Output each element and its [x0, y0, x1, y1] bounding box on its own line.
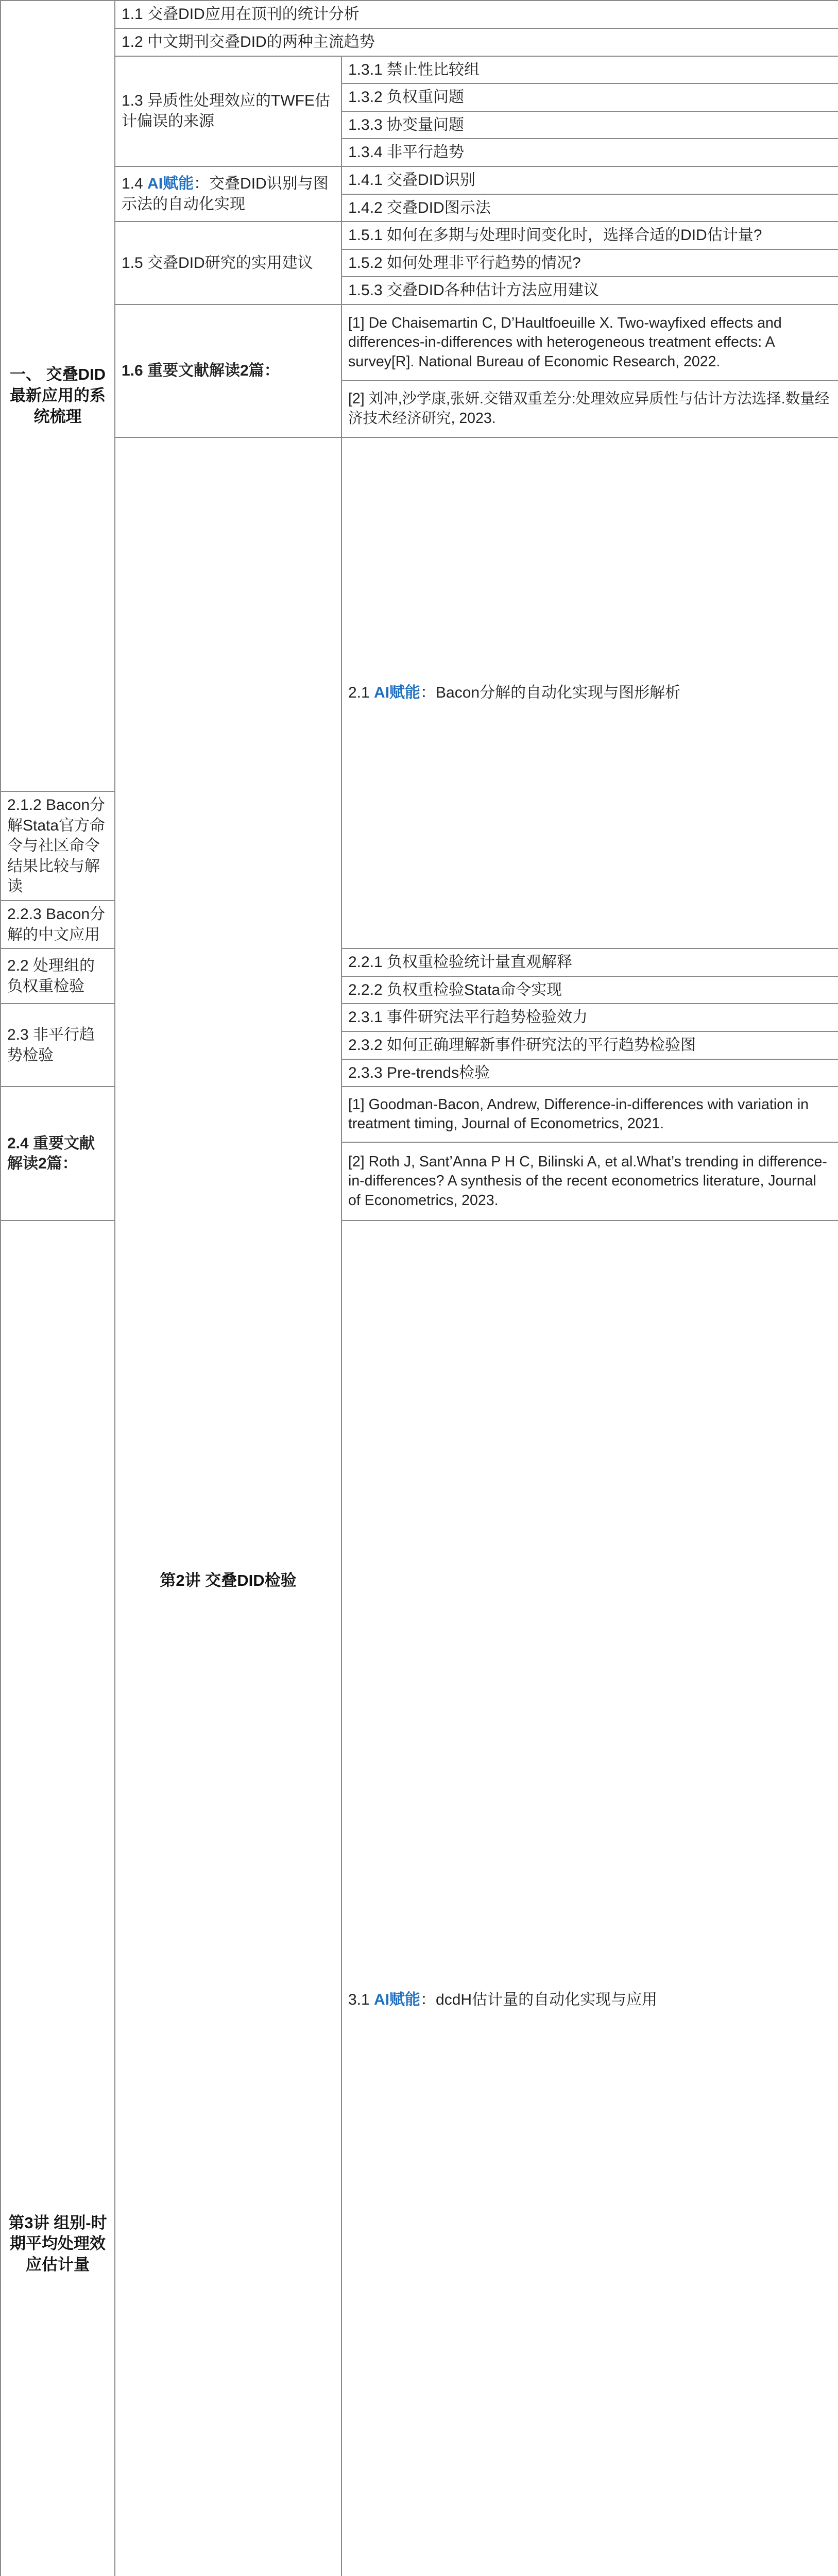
module-1-title: 一、 交叠DID最新应用的系统梳理: [1, 1, 115, 791]
section-1-3: 1.3 异质性处理效应的TWFE估计偏误的来源: [115, 56, 341, 166]
subsection-1-3-2: 1.3.2 负权重问题: [341, 83, 838, 111]
subsection-1-3-4: 1.3.4 非平行趋势: [341, 139, 838, 166]
section-3-1: [341, 1221, 838, 2576]
subsection-1-3-3: 1.3.3 协变量问题: [341, 111, 838, 139]
reference-1-6-1: [1] De Chaisemartin C, D’Haultfoeuille X. Two-wayfixed effects and differences-in-differences with heterogeneous treatment effects: A survey[R]. National Bureau of Economic Research, 2022.: [341, 304, 838, 381]
section-2-4-key-papers: 2.4 重要文献解读2篇：: [1, 1087, 115, 1221]
section-2-2: 2.2 处理组的负权重检验: [1, 948, 115, 1004]
section-2-1: [341, 437, 838, 948]
section-number: 1.4: [122, 175, 148, 192]
subsection-1-4-2: 1.4.2 交叠DID图示法: [341, 194, 838, 222]
section-2-3: 2.3 非平行趋势检验: [1, 1004, 115, 1087]
ai-label: AI赋能: [374, 1991, 421, 2009]
subsection-2-1-2: 2.1.2 Bacon分解Stata官方命令与社区命令结果比较与解读: [1, 791, 115, 901]
subsection-1-5-1: 1.5.1 如何在多期与处理时间变化时，选择合适的DID估计量?: [341, 222, 838, 249]
section-number: 2.1: [348, 684, 374, 702]
reference-2-4-2: [2] Roth J, Sant’Anna P H C, Bilinski A, et al.What’s trending in difference-in-differences? A synthesis of the recent econometrics literature, Journal of Econometrics, 2023.: [341, 1142, 838, 1221]
subsection-1-5-3: 1.5.3 交叠DID各种估计方法应用建议: [341, 277, 838, 304]
subsection-1-5-2: 1.5.2 如何处理非平行趋势的情况?: [341, 249, 838, 277]
section-text: ：交叠DID识别与图示法的自动化实现: [122, 175, 329, 213]
subsection-2-3-1: 2.3.1 事件研究法平行趋势检验效力: [341, 1004, 838, 1031]
ai-label: AI赋能: [374, 684, 421, 702]
subsection-1-3-1: 1.3.1 禁止性比较组: [341, 56, 838, 84]
ai-label: AI赋能: [147, 175, 194, 192]
section-1-4: [115, 166, 341, 222]
section-1-2: 1.2 中文期刊交叠DID的两种主流趋势: [115, 28, 838, 56]
section-1-5: 1.5 交叠DID研究的实用建议: [115, 222, 341, 304]
subsection-2-2-2: 2.2.2 负权重检验Stata命令实现: [341, 976, 838, 1004]
subsection-2-3-3: 2.3.3 Pre-trends检验: [341, 1059, 838, 1087]
reference-2-4-1: [1] Goodman-Bacon, Andrew, Difference-in-differences with variation in treatment timing, Journal of Econometrics, 2021.: [341, 1087, 838, 1142]
section-text: ：Bacon分解的自动化实现与图形解析: [420, 684, 681, 702]
module-3-title: 第3讲 组别-时期平均处理效应估计量: [1, 1221, 115, 2576]
subsection-2-2-3: 2.2.3 Bacon分解的中文应用: [1, 901, 115, 948]
subsection-2-2-1: 2.2.1 负权重检验统计量直观解释: [341, 948, 838, 976]
module-2-title: 第2讲 交叠DID检验: [115, 437, 341, 2576]
section-1-6-key-papers: 1.6 重要文献解读2篇：: [115, 304, 341, 437]
subsection-1-4-1: 1.4.1 交叠DID识别: [341, 166, 838, 194]
reference-1-6-2: [2] 刘冲,沙学康,张妍.交错双重差分:处理效应异质性与估计方法选择.数量经济技术经济研究, 2023.: [341, 381, 838, 437]
section-text: ：dcdH估计量的自动化实现与应用: [420, 1991, 658, 2009]
subsection-2-3-2: 2.3.2 如何正确理解新事件研究法的平行趋势检验图: [341, 1031, 838, 1059]
section-1-1: 1.1 交叠DID应用在顶刊的统计分析: [115, 1, 838, 28]
section-number: 3.1: [348, 1991, 374, 2009]
